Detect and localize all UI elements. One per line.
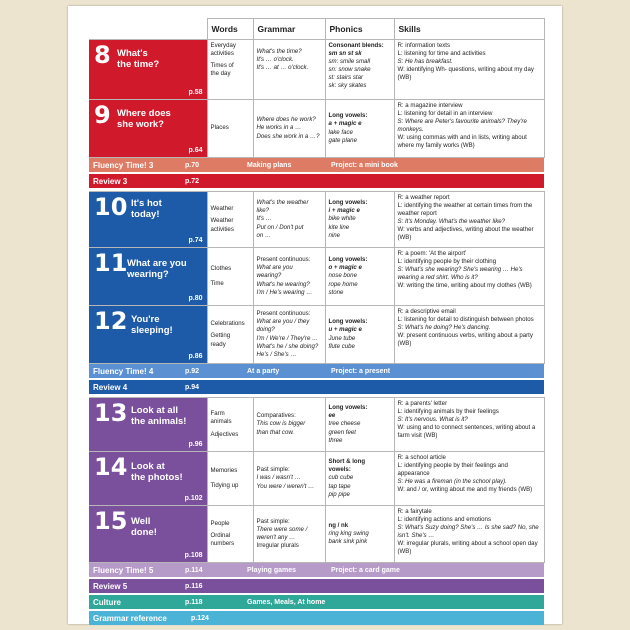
unit-13-title: Look at all the animals!: [131, 405, 187, 428]
unit-10-page: p.74: [188, 237, 203, 244]
header-blank: [89, 19, 207, 40]
unit-12-skills: R: a descriptive email L: listening for detail to distinguish between photos S: What's he doing? He's dancing. W: present continuous verbs, writing about a party (WB): [394, 306, 544, 364]
unit-10-title-cell[interactable]: [89, 192, 207, 248]
review-5-band[interactable]: [89, 579, 544, 593]
unit-14-page: p.102: [184, 495, 203, 502]
unit-13-row: [89, 398, 544, 452]
unit-12-phonics: Long vowels: u + magic e June tube flute cube: [325, 306, 394, 364]
units-13-15-table: [89, 397, 545, 563]
culture-page: p.118: [185, 598, 203, 606]
unit-15-number: 15: [94, 507, 128, 535]
fluency-3-topic: Making plans: [247, 161, 292, 169]
culture-title: Culture: [93, 597, 121, 607]
fluency-time-4-band[interactable]: [89, 364, 544, 378]
unit-14-number: 14: [94, 453, 128, 481]
unit-8-number: 8: [94, 41, 111, 69]
grammar-reference-title: Grammar reference: [93, 613, 167, 623]
unit-10-skills: R: a weather report L: identifying the weather at certain times from the weather report S: It's Monday. What's the weather like? W: verbs and adjectives, writing about the weather (WB): [394, 192, 544, 248]
unit-13-title-cell[interactable]: [89, 398, 207, 452]
unit-15-row: [89, 506, 544, 563]
unit-8-title-cell[interactable]: [89, 40, 207, 100]
unit-11-title: What are you wearing?: [127, 258, 187, 281]
review-4-band[interactable]: [89, 380, 544, 394]
unit-10-row: [89, 192, 544, 248]
unit-8-row: [89, 40, 544, 100]
review-4-title: Review 4: [93, 382, 128, 392]
fluency-5-project: Project: a card game: [331, 566, 400, 574]
fluency-5-topic: Playing games: [247, 566, 297, 574]
unit-12-words: Celebrations Getting ready: [207, 306, 253, 364]
unit-12-page: p.86: [188, 353, 203, 360]
units-8-9-table: [89, 18, 545, 158]
unit-11-page: p.80: [188, 295, 203, 302]
unit-13-phonics: Long vowels: ee tree cheese green feet three: [325, 398, 394, 452]
unit-8-phonics: Consonant blends: sm sn st sk sm: smile small sn: snow snake st: stairs star sk: sky skates: [325, 40, 394, 100]
fluency-3-project: Project: a mini book: [331, 161, 398, 169]
unit-14-title-cell[interactable]: [89, 452, 207, 506]
fluency-4-project: Project: a present: [331, 367, 391, 375]
unit-14-title: Look at the photos!: [131, 461, 183, 484]
unit-15-skills: R: a fairytale L: identifying actions and emotions S: What's Suzy doing? She's … Is she sad? No, she isn't. She's … W: irregular plurals, writing about a school open day (WB): [394, 506, 544, 563]
unit-9-page: p.64: [188, 147, 203, 154]
culture-band[interactable]: [89, 595, 544, 609]
unit-8-grammar: What's the time? It's … o'clock. It's … at … o'clock.: [253, 40, 325, 100]
unit-15-title-cell[interactable]: [89, 506, 207, 563]
unit-8-skills: R: information texts L: listening for time and activities S: He has breakfast. W: identifying Wh- questions, writing about my day (WB): [394, 40, 544, 100]
unit-15-phonics: ng / nk ring king swing bank sink pink: [325, 506, 394, 563]
unit-12-number: 12: [94, 307, 128, 335]
unit-12-row: [89, 306, 544, 364]
unit-11-skills: R: a poem: 'At the airport' L: identifying people by their clothing S: What's she wearing? She's wearing … He's wearing a red shirt. Who is it? W: writing the time, writing about my clothes (WB): [394, 248, 544, 306]
unit-8-words: Everyday activities Times of the day: [207, 40, 253, 100]
unit-9-grammar: Where does he work? He works in a … Does she work in a …?: [253, 100, 325, 158]
grammar-reference-page: p.124: [191, 614, 209, 622]
unit-9-row: [89, 100, 544, 158]
fluency-4-title: Fluency Time! 4: [93, 366, 154, 376]
culture-topic: Games, Meals, At home: [247, 598, 326, 606]
unit-10-grammar: What's the weather like? It's … Put on / Don't put on …: [253, 192, 325, 248]
unit-11-title-cell[interactable]: [89, 248, 207, 306]
unit-13-page: p.96: [188, 441, 203, 448]
fluency-3-title: Fluency Time! 3: [93, 160, 154, 170]
fluency-4-topic: At a party: [247, 367, 280, 375]
unit-14-words: Memories Tidying up: [207, 452, 253, 506]
fluency-time-5-band[interactable]: [89, 563, 544, 577]
review-3-band[interactable]: [89, 174, 544, 188]
grammar-reference-band[interactable]: [89, 611, 544, 625]
fluency-4-page: p.92: [185, 367, 200, 375]
unit-15-title: Well done!: [131, 516, 157, 539]
unit-11-grammar: Present continuous: What are you wearing? What's he wearing? I'm / He's wearing …: [253, 248, 325, 306]
unit-11-words: Clothes Time: [207, 248, 253, 306]
unit-12-grammar: Present continuous: What are you / they doing? I'm / We're / They're … What's he / she doing? He's / She's …: [253, 306, 325, 364]
review-5-title: Review 5: [93, 581, 128, 591]
unit-8-title: What's the time?: [117, 48, 160, 71]
book-page: [68, 6, 562, 624]
review-3-title: Review 3: [93, 176, 128, 186]
unit-10-number: 10: [94, 193, 128, 221]
unit-12-title-cell[interactable]: [89, 306, 207, 364]
header-phonics: Phonics: [325, 19, 394, 40]
unit-10-phonics: Long vowels: i + magic e bike white kite line nine: [325, 192, 394, 248]
fluency-5-title: Fluency Time! 5: [93, 565, 154, 575]
unit-13-number: 13: [94, 399, 128, 427]
unit-13-words: Farm animals Adjectives: [207, 398, 253, 452]
fluency-time-3-band[interactable]: [89, 158, 544, 172]
header-row: [89, 19, 544, 40]
fluency-3-page: p.70: [185, 161, 200, 169]
unit-9-phonics: Long vowels: a + magic e lake face gate plane: [325, 100, 394, 158]
unit-12-title: You're sleeping!: [131, 314, 173, 337]
unit-15-words: People Ordinal numbers: [207, 506, 253, 563]
unit-11-phonics: Long vowels: o + magic e nose bone rope home stone: [325, 248, 394, 306]
unit-10-words: Weather Weather activities: [207, 192, 253, 248]
unit-15-page: p.108: [184, 552, 203, 559]
unit-9-skills: R: a magazine interview L: listening for detail in an interview S: Where are Peter's favourite animals? They're monkeys. W: using commas with and in lists, writing about where my family works (WB): [394, 100, 544, 158]
unit-10-title: It's hot today!: [131, 198, 162, 221]
unit-9-words: Places: [207, 100, 253, 158]
review-3-page: p.72: [185, 177, 200, 185]
unit-13-grammar: Comparatives: This cow is bigger than that cow.: [253, 398, 325, 452]
unit-14-row: [89, 452, 544, 506]
fluency-5-page: p.114: [185, 566, 203, 574]
unit-14-phonics: Short & long vowels: cub cube tap tape pip pipe: [325, 452, 394, 506]
unit-15-grammar: Past simple: There were some / weren't any … Irregular plurals: [253, 506, 325, 563]
header-words: Words: [207, 19, 253, 40]
unit-9-title: Where does she work?: [117, 108, 171, 131]
unit-11-row: [89, 248, 544, 306]
contents-table: [89, 18, 544, 625]
units-10-12-table: [89, 191, 545, 364]
unit-14-skills: R: a school article L: identifying people by their feelings and appearance S: He was a fireman (in the school play). W: and / or, writing about me and my friends (WB): [394, 452, 544, 506]
review-4-page: p.94: [185, 383, 200, 391]
unit-8-page: p.58: [188, 89, 203, 96]
unit-9-title-cell[interactable]: [89, 100, 207, 158]
review-5-page: p.116: [185, 582, 203, 590]
unit-13-skills: R: a parents' letter L: identifying animals by their feelings S: It's nervous. What is it? W: using and to connect sentences, writing about a farm visit (WB): [394, 398, 544, 452]
unit-9-number: 9: [94, 101, 111, 129]
header-skills: Skills: [394, 19, 544, 40]
unit-14-grammar: Past simple: I was / wasn't … You were / weren't …: [253, 452, 325, 506]
header-grammar: Grammar: [253, 19, 325, 40]
unit-11-number: 11: [94, 249, 128, 277]
